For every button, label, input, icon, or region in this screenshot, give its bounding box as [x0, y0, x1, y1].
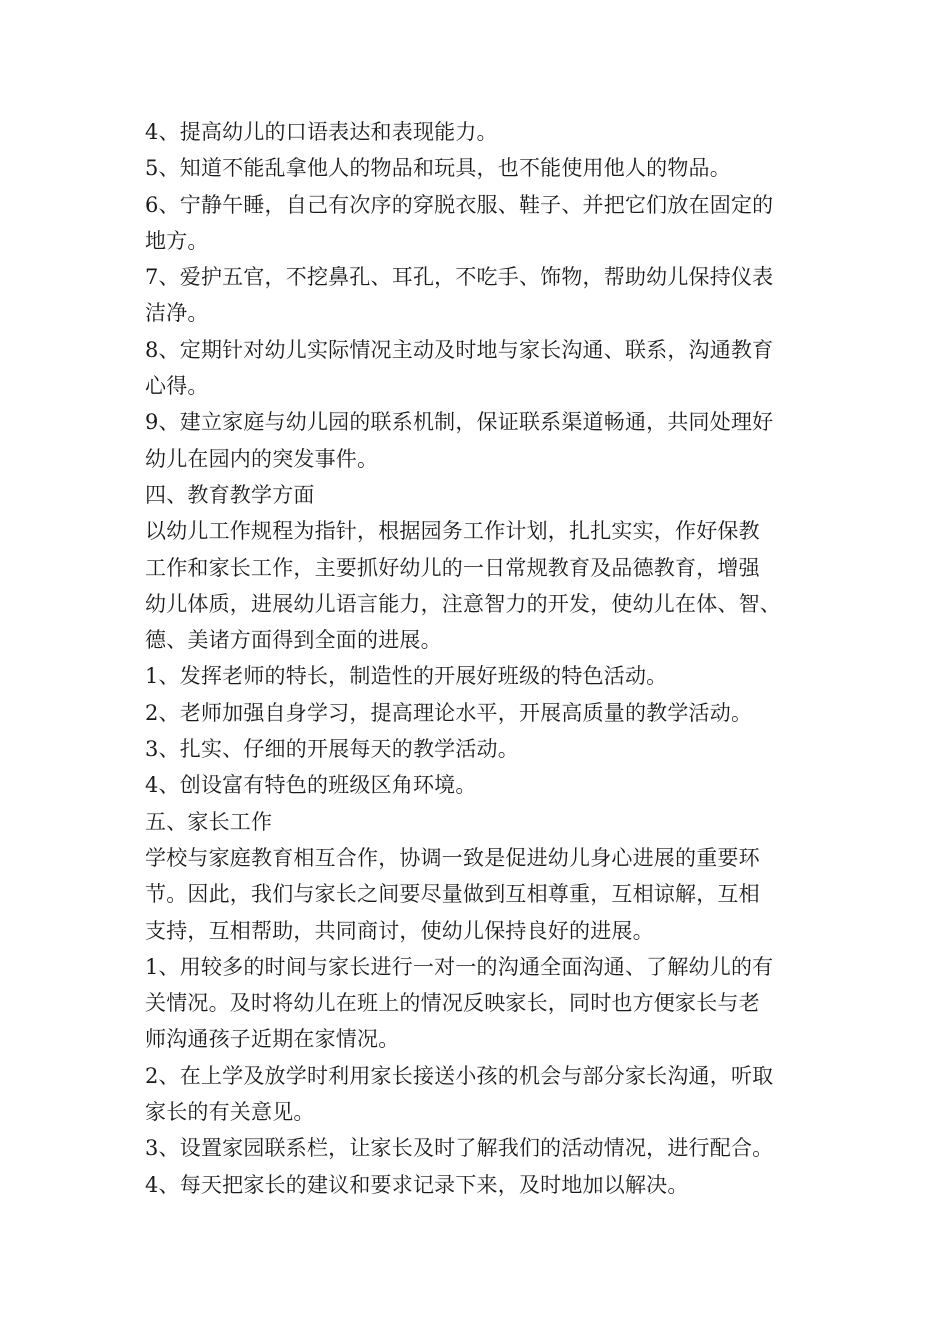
text-line: 德、美诸方面得到全面的进展。 — [145, 628, 442, 653]
text-line: 4、提高幼儿的口语表达和表现能力。 — [145, 120, 498, 144]
text-line: 1、发挥老师的特长，制造性的开展好班级的特色活动。 — [145, 664, 668, 689]
text-line: 学校与家庭教育相互合作，协调一致是促进幼儿身心进展的重要环 — [145, 845, 760, 870]
text-line: 幼儿在园内的突发事件。 — [145, 446, 379, 471]
text-line: 7、爱护五官，不挖鼻孔、耳孔，不吃手、饰物，帮助幼儿保持仪表 — [145, 265, 774, 290]
text-line: 关情况。及时将幼儿在班上的情况反映家长，同时也方便家长与老 — [145, 991, 760, 1016]
text-line: 工作和家长工作，主要抓好幼儿的一日常规教育及品德教育，增强 — [145, 555, 760, 580]
text-line: 2、在上学及放学时利用家长接送小孩的机会与部分家长沟通，听取 — [145, 1063, 774, 1088]
text-line: 地方。 — [145, 228, 209, 253]
text-line: 1、用较多的时间与家长进行一对一的沟通全面沟通、了解幼儿的有 — [145, 954, 774, 979]
text-line: 幼儿体质，进展幼儿语言能力，注意智力的开发，使幼儿在体、智、 — [145, 591, 781, 616]
text-line: 4、创设富有特色的班级区角环境。 — [145, 773, 477, 798]
text-line: 2、老师加强自身学习，提高理论水平，开展高质量的教学活动。 — [145, 700, 753, 725]
text-line: 5、知道不能乱拿他人的物品和玩具，也不能使用他人的物品。 — [145, 156, 731, 181]
text-line: 洁净。 — [145, 301, 209, 326]
text-line: 支持，互相帮助，共同商讨，使幼儿保持良好的进展。 — [145, 918, 654, 943]
section-heading: 四、教育教学方面 — [145, 482, 315, 507]
text-line: 师沟通孩子近期在家情况。 — [145, 1027, 400, 1052]
text-line: 3、扎实、仔细的开展每天的教学活动。 — [145, 737, 519, 762]
text-line: 心得。 — [145, 374, 209, 399]
text-line: 3、设置家园联系栏，让家长及时了解我们的活动情况，进行配合。 — [145, 1136, 774, 1161]
text-line: 9、建立家庭与幼儿园的联系机制，保证联系渠道畅通，共同处理好 — [145, 410, 774, 435]
text-line: 6、宁静午睡，自己有次序的穿脱衣服、鞋子、并把它们放在固定的 — [145, 192, 774, 217]
text-line: 4、每天把家长的建议和要求记录下来，及时地加以解决。 — [145, 1172, 689, 1197]
text-line: 8、定期针对幼儿实际情况主动及时地与家长沟通、联系，沟通教育 — [145, 337, 774, 362]
text-line: 节。因此，我们与家长之间要尽量做到互相尊重，互相谅解，互相 — [145, 882, 760, 907]
text-line: 家长的有关意见。 — [145, 1100, 315, 1125]
text-line: 以幼儿工作规程为指针，根据园务工作计划，扎扎实实，作好保教 — [145, 519, 760, 544]
section-heading: 五、家长工作 — [145, 809, 273, 834]
